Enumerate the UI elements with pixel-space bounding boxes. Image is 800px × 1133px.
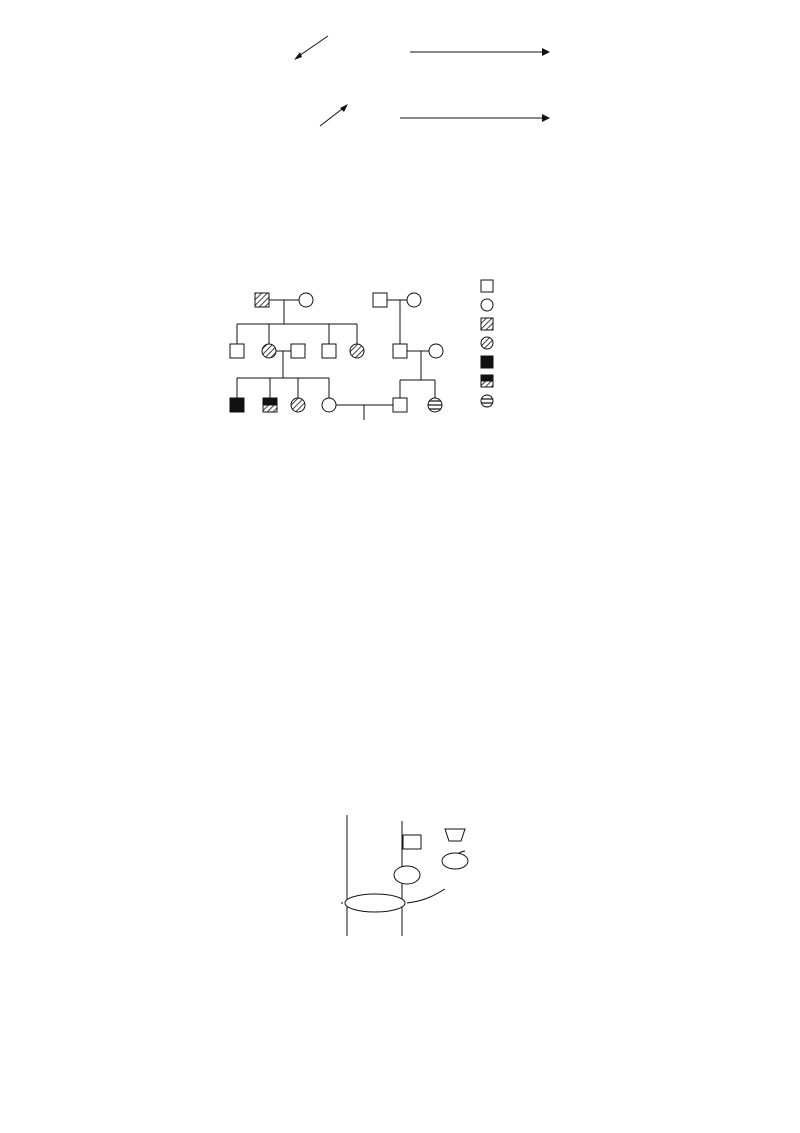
individual-7 [291, 344, 305, 358]
individual-14 [291, 398, 305, 412]
individual-3 [373, 293, 387, 307]
individual-9 [350, 344, 364, 358]
individual-8 [322, 344, 336, 358]
individual-5 [230, 344, 244, 358]
individual-12 [230, 398, 244, 412]
individual-15 [322, 398, 336, 412]
group-translocation-figure [295, 803, 525, 938]
individual-1 [255, 293, 269, 307]
pedigree-legend [475, 278, 615, 418]
individual-2 [299, 293, 313, 307]
individual-11 [429, 344, 443, 358]
individual-4 [407, 293, 421, 307]
pedigree-figure [195, 280, 485, 440]
individual-6 [262, 344, 276, 358]
individual-17 [428, 398, 442, 412]
overlapping-genes-figure [250, 18, 570, 143]
individual-16 [393, 398, 407, 412]
individual-10 [393, 344, 407, 358]
